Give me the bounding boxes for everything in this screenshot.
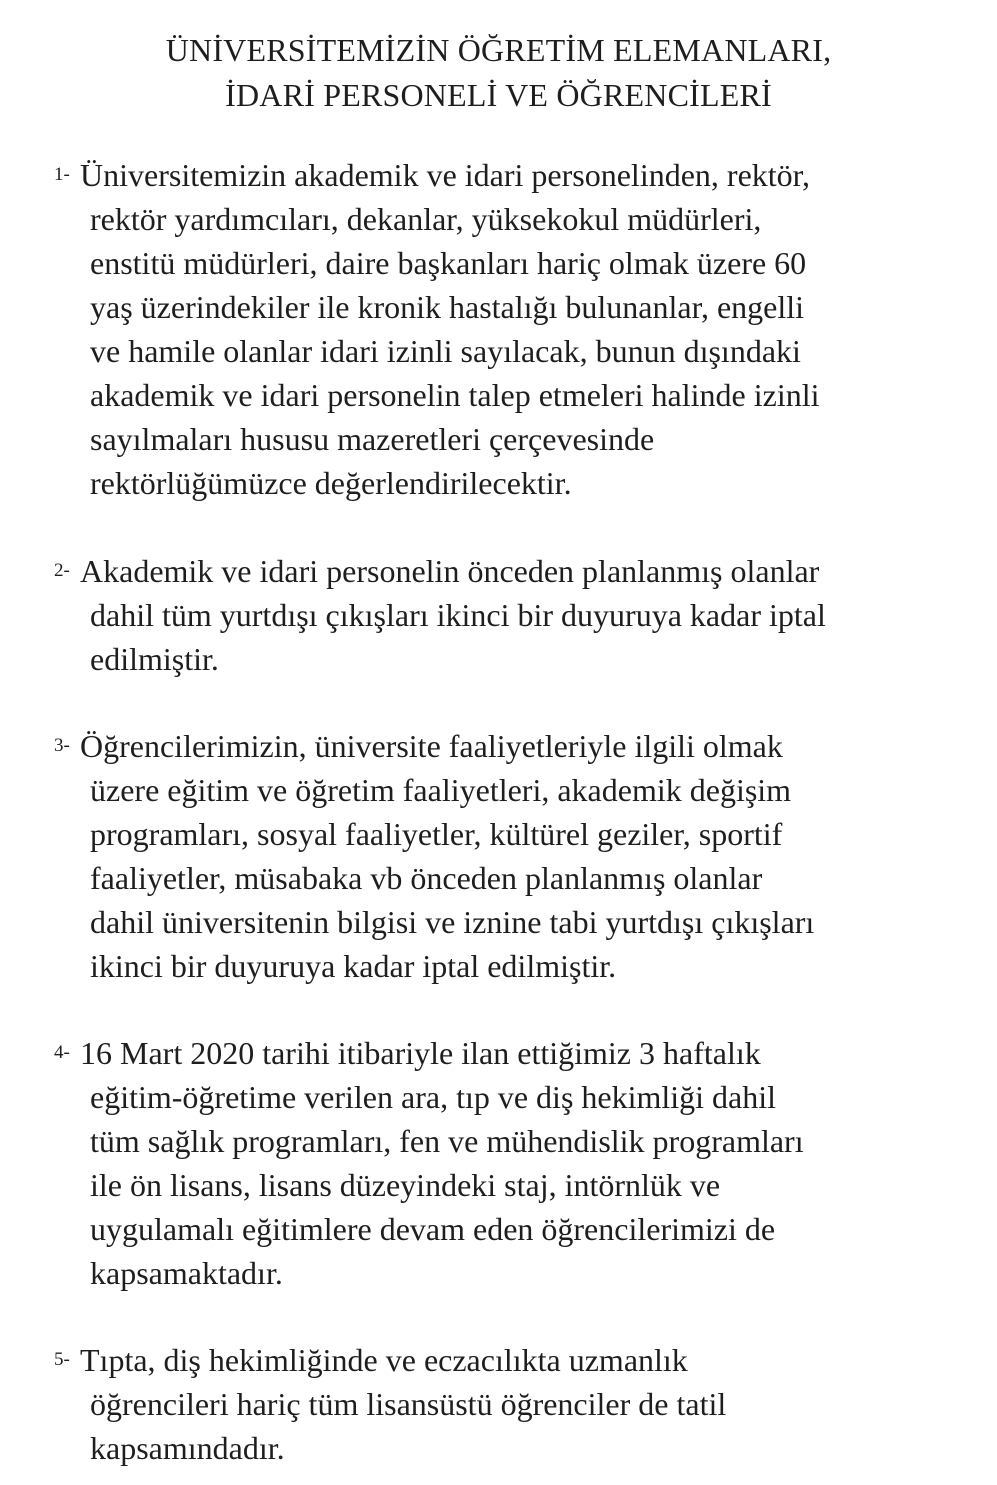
item-number: 2- — [54, 560, 70, 581]
item-line: rektörlüğümüzce değerlendirilecektir. — [90, 465, 572, 501]
item-line: Öğrencilerimizin, üniversite faaliyetleriyle ilgili olmak — [80, 728, 783, 764]
item-line: edilmiştir. — [90, 641, 219, 677]
item-line: ve hamile olanlar idari izinli sayılacak, bunun dışındaki — [90, 333, 801, 369]
item-line: akademik ve idari personelin talep etmeleri halinde izinli — [90, 377, 820, 413]
item-line: rektör yardımcıları, dekanlar, yüksekokul müdürleri, — [90, 201, 762, 237]
item-number: 5- — [54, 1349, 70, 1370]
document-title-line-2: İDARİ PERSONELİ VE ÖĞRENCİLERİ — [225, 77, 772, 113]
item-line: 16 Mart 2020 tarihi itibariyle ilan ettiğimiz 3 haftalık — [80, 1035, 761, 1071]
item-line: üzere eğitim ve öğretim faaliyetleri, akademik değişim — [90, 772, 792, 808]
item-line: öğrencileri hariç tüm lisansüstü öğrenciler de tatil — [90, 1386, 727, 1422]
item-line: uygulamalı eğitimlere devam eden öğrencilerimizi de — [90, 1211, 776, 1247]
item-line: eğitim-öğretime verilen ara, tıp ve diş hekimliği dahil — [90, 1079, 777, 1115]
item-line: tüm sağlık programları, fen ve mühendislik programları — [90, 1123, 804, 1159]
item-line: Üniversitemizin akademik ve idari personelinden, rektör, — [80, 157, 811, 193]
item-line: yaş üzerindekiler ile kronik hastalığı bulunanlar, engelli — [90, 289, 805, 325]
item-line: ile ön lisans, lisans düzeyindeki staj, intörnlük ve — [90, 1167, 721, 1203]
item-line: Akademik ve idari personelin önceden planlanmış olanlar — [80, 553, 820, 589]
item-line: ikinci bir duyuruya kadar iptal edilmiştir. — [90, 948, 617, 984]
item-number: 4- — [54, 1042, 70, 1063]
item-line: faaliyetler, müsabaka vb önceden planlanmış olanlar — [90, 860, 763, 896]
item-number: 1- — [54, 164, 70, 185]
item-line: dahil üniversitenin bilgisi ve iznine tabi yurtdışı çıkışları — [90, 904, 815, 940]
item-line: sayılmaları hususu mazeretleri çerçevesinde — [90, 421, 655, 457]
document-title-line-1: ÜNİVERSİTEMİZİN ÖĞRETİM ELEMANLARI, — [165, 32, 832, 68]
item-line: kapsamındadır. — [90, 1430, 285, 1466]
item-number: 3- — [54, 735, 70, 756]
item-line: enstitü müdürleri, daire başkanları hariç olmak üzere 60 — [90, 245, 807, 281]
item-line: dahil tüm yurtdışı çıkışları ikinci bir duyuruya kadar iptal — [90, 597, 826, 633]
item-line: programları, sosyal faaliyetler, kültürel geziler, sportif — [90, 816, 783, 852]
item-line: kapsamaktadır. — [90, 1255, 283, 1291]
item-line: Tıpta, diş hekimliğinde ve eczacılıkta uzmanlık — [80, 1342, 688, 1378]
